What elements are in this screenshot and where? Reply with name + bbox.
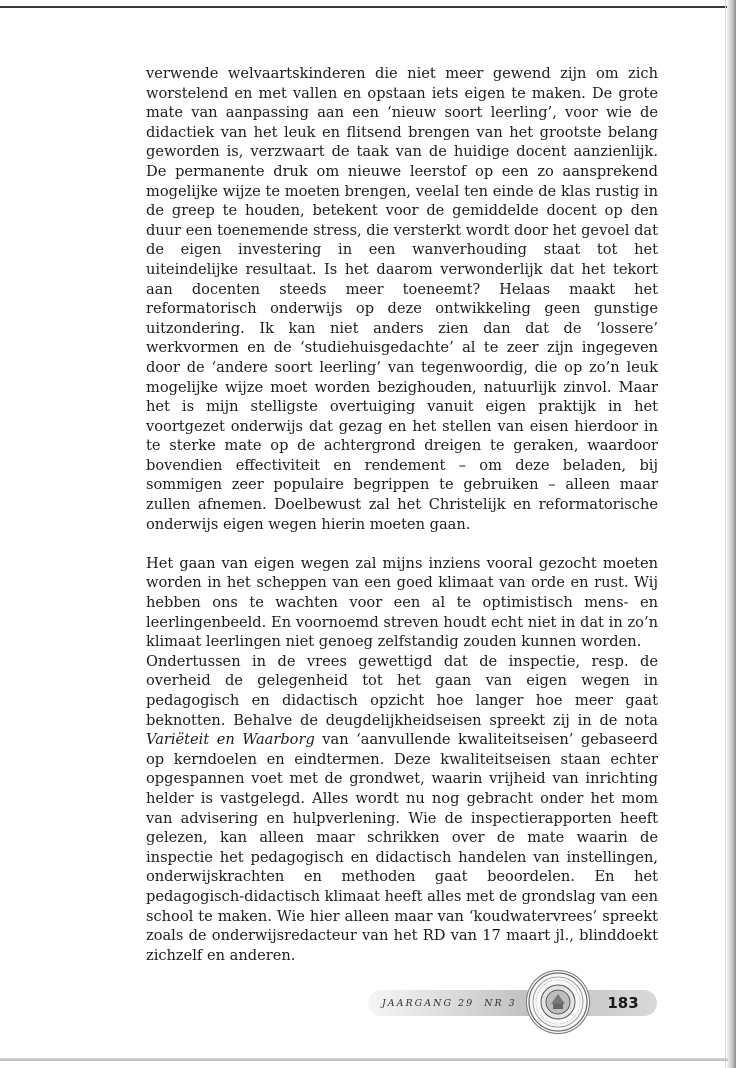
page-number: 183 (607, 994, 639, 1012)
article-body (146, 64, 658, 965)
page-binding-shadow (727, 0, 736, 1068)
issue-band (368, 990, 540, 1016)
journal-seal-icon (527, 971, 589, 1033)
bottom-page-edge (0, 1058, 728, 1061)
binding-line (725, 0, 726, 1068)
paragraph-2 (146, 554, 658, 652)
paragraph-1-text: verwende welvaartskinderen die niet meer gewend zijn om zich worstelend en met vallen en opstaan iets eigen te maken. De grote mate van aanpassing aan een ‘nieuw soort leerling’, voor wie de didactiek van het leuk en flitsend brengen van het grootste belang geworden is, verzwaart de taak van de huidige docent aanzienlijk. De permanente druk om nieuwe leerstof op een zo aansprekend mogelijke wijze te moeten brengen, veelal ten einde de klas rustig in de greep te houden, betekent voor de gemiddelde docent op den duur een toenemende stress, die versterkt wordt door het gevoel dat de eigen investering in een wanverhouding staat tot het uiteindelijke resultaat. Is het daarom verwonderlijk dat het tekort aan docenten steeds meer toeneemt? Helaas maakt het reformatorisch onderwijs op deze ontwikkeling geen gunstige uitzondering. Ik kan niet anders zien dan dat de ‘lossere’ werkvormen en de ‘studiehuisgedachte’ al te zeer zijn ingegeven door de ‘andere soort leerling’ van tegenwoordig, die op zo’n leuk mogelijke wijze moet worden bezighouden, natuurlijk zinvol. Maar het is mijn stelligste overtuiging vanuit eigen praktijk in het voortgezet onderwijs dat gezag en het stellen van eisen hierdoor in te sterke mate op de achtergrond dreigen te geraken, waardoor bovendien effectiviteit en rendement – om deze beladen, bij sommigen zeer populaire begrippen te gebruiken – alleen maar zullen afnemen. Doelbewust zal het Christelijk en reformatorische onderwijs eigen wegen hierin moeten gaan. (146, 65, 658, 533)
paragraph-2-text: Het gaan van eigen wegen zal mijns inziens vooral gezocht moeten worden in het scheppen van een goed klimaat van orde en rust. Wij hebben ons te wachten voor een al te optimistisch mens- en leerlingenbeeld. En voornoemd streven houdt echt niet in dat in zo’n klimaat leerlingen niet genoeg zelfstandig zouden kunnen worden. (146, 554, 658, 651)
paragraph-3-text-b: van ‘aanvullende kwaliteitseisen’ gebaseerd op kerndoelen en eindtermen. Deze kwaliteitseisen staan echter opgespannen voet met de grondwet, waarin vrijheid van inrichting helder is vastgelegd. Alles wordt nu nog gebracht onder het mom van advisering en hulpverlening. Wie de inspectierapporten heeft gelezen, kan alleen maar schrikken over de mate waarin de inspectie het pedagogisch en didactisch handelen van instellingen, onderwijskrachten en methoden gaat beoordelen. En het pedagogisch-didactisch klimaat heeft alles met de grondslag van een school te maken. Wie hier alleen maar van ‘koudwatervrees’ spreekt zoals de onderwijsredacteur van het RD van 17 maart jl., blinddoekt zichzelf en anderen. (146, 731, 658, 964)
paragraph-1 (146, 64, 658, 534)
paragraph-3-text-a: Ondertussen in de vrees gewettigd dat de inspectie, resp. de overheid de gelegenheid tot het gaan van eigen wegen in pedagogisch en didactisch opzicht hoe langer hoe meer gaat beknotten. Behalve de deugdelijkheidseisen spreekt zij in de nota (146, 652, 658, 729)
paragraph-3 (146, 652, 658, 966)
issue-number-label: NR 3 (484, 997, 517, 1009)
nota-title: Variëteit en Waarborg (146, 731, 315, 749)
page-number-pill (577, 990, 657, 1016)
top-page-edge (0, 6, 728, 8)
jaargang-label: JAARGANG 29 (382, 997, 475, 1009)
